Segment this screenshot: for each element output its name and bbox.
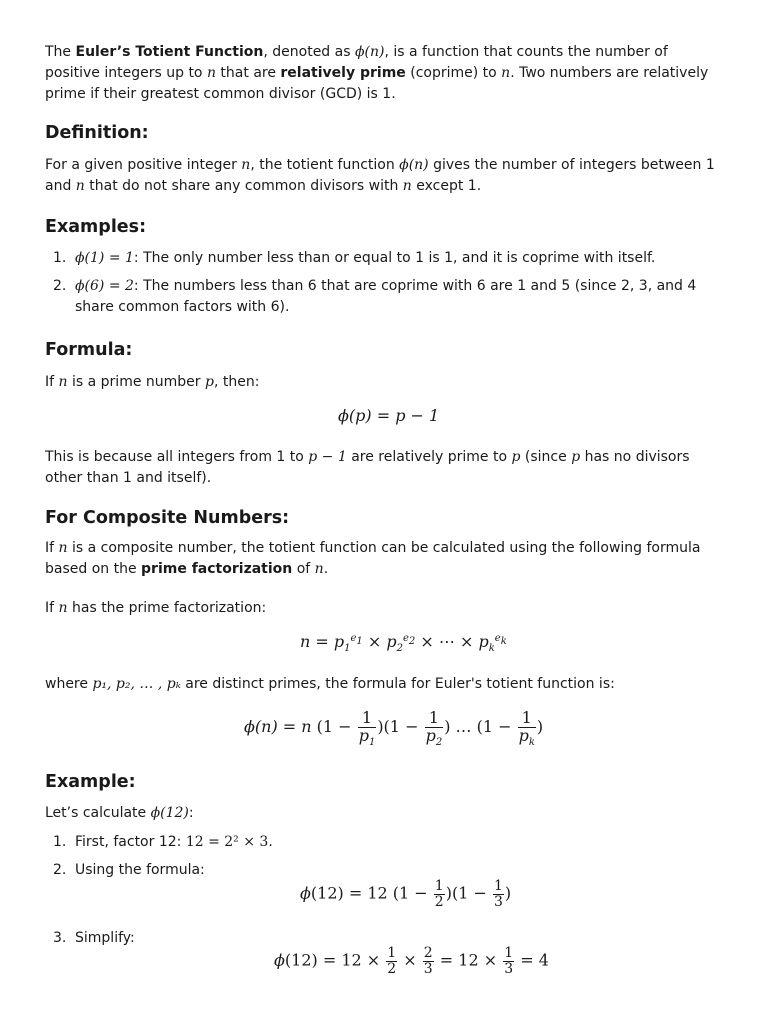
intro-paragraph: The Euler’s Totient Function, denoted as ϕ(n), is a function that counts the number of positive integers up to n that are relatively prime (coprime) to n. Two numbers are relatively prime if their greatest common divisor (GCD) is 1. [45,44,709,102]
term-prime-factorization: prime factorization [141,561,293,577]
list-item: 2. Using the formula: [53,862,205,878]
list-item: 1. First, factor 12: 12 = 2² × 3. [53,834,273,850]
equation-prime: ϕ(p) = p − 1 [338,406,440,425]
primes-paragraph: where p₁, p₂, … , pₖ are distinct primes, the formula for Euler's totient function is: [45,676,615,692]
example-heading: Example: [45,772,136,792]
math-phi-1: ϕ(1) = 1 [75,250,134,266]
definition-heading: Definition: [45,123,149,143]
math-phi-6: ϕ(6) = 2 [75,278,134,294]
math-phi-n: ϕ(n) [354,44,385,60]
examples-heading: Examples: [45,217,147,237]
equation-phi12-simplify: ϕ(12) = 12 × $\frac{1}{2}$ × $\frac{2}{3}$ = 12 × $\frac{1}{3}$ = 4 [274,945,549,977]
term-relatively-prime: relatively prime [280,65,406,81]
equation-totient-product: ϕ(n) = n (1 − $\frac{1}{p_1}$ )(1 − $\frac{1}{p_2}$ ) … (1 − $\frac{1}{p_k}$ ) [244,708,544,748]
formula-explanation: This is because all integers from 1 to p − 1 are relatively prime to p (since p has no divisors other than 1 and itself). [45,449,690,486]
composite-heading: For Composite Numbers: [45,508,290,528]
equation-factorization: $n = p_1^{e_1} \times p_2^{e_2}$ × ⋯ × $p_k^{e_k}$ [300,632,507,655]
list-item: 1. ϕ(1) = 1: The only number less than or equal to 1 is 1, and it is coprime with itself. [53,250,656,266]
term-euler-totient: Euler’s Totient Function [75,44,264,60]
example-intro: Let’s calculate ϕ(12): [45,805,194,821]
formula-intro: If n is a prime number p, then: [45,374,260,390]
equation-phi12-formula: ϕ(12) = 12 (1 − $\frac{1}{2}$ )(1 − $\frac{1}{3}$ ) [300,878,512,910]
list-item: 3. Simplify: [53,930,135,946]
factorization-intro: If n has the prime factorization: [45,600,267,616]
list-item: 2. ϕ(6) = 2: The numbers less than 6 that are coprime with 6 are 1 and 5 (since 2, 3, and 4 share common factors with 6). [53,278,697,315]
formula-heading: Formula: [45,340,133,360]
math-factor-12: 12 = 2² × 3 [185,834,269,850]
composite-paragraph: If n is a composite number, the totient function can be calculated using the following formula based on the prime factorization of n. [45,540,701,577]
definition-paragraph: For a given positive integer n, the totient function ϕ(n) gives the number of integers between 1 and n that do not share any common divisors with n except 1. [45,157,715,194]
